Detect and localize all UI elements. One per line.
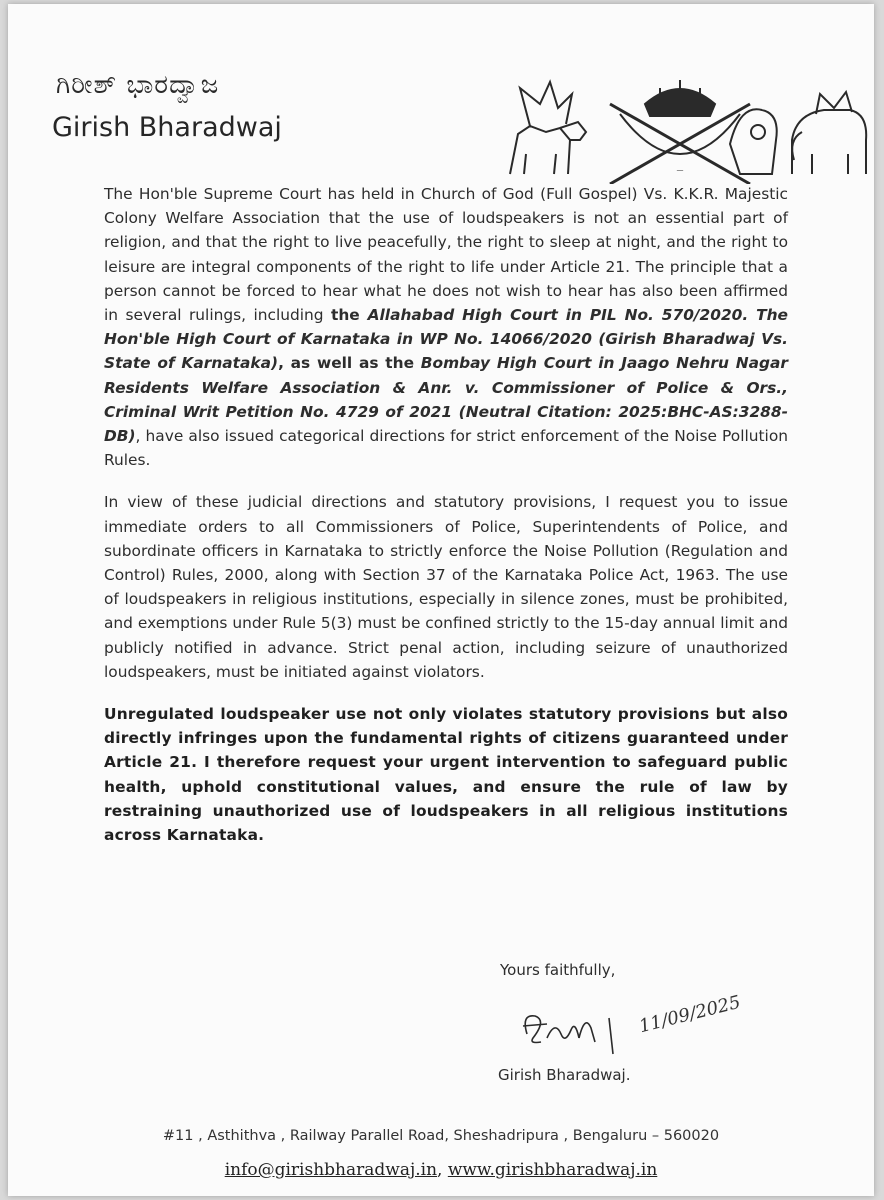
closing-salutation: Yours faithfully, — [500, 961, 616, 979]
footer-contact — [8, 1160, 874, 1180]
footer-website-link[interactable]: www.girishbharadwaj.in — [447, 1160, 658, 1180]
footer-address: #11 , Asthithva , Railway Parallel Road, Sheshadripura , Bengaluru – 560020 — [162, 1128, 720, 1144]
letter-page — [8, 4, 874, 1196]
footer-separator: , — [437, 1160, 448, 1180]
paragraph-1-end: , have also issued categorical directions for strict enforcement of the Noise Pollution Rules. — [104, 427, 788, 470]
letterhead-name: Girish Bharadwaj — [52, 112, 282, 143]
citation-bombay: Bombay High Court in Jaago Nehru Nagar Residents Welfare Association & Anr. v. Commissioner of Police & Ors., Criminal Writ Petition No. 4729 of 2021 (Neutral Citation: 2025:BHC-AS:3288-DB) — [104, 354, 788, 446]
paragraph-1-bold-1: the — [330, 306, 368, 325]
paragraph-1 — [104, 182, 788, 472]
citation-allahabad-karnataka: Allahabad High Court in PIL No. 570/2020. The Hon'ble High Court of Karnataka in WP No. 14066/2020 (Girish Bharadwaj Vs. State of Karnataka) — [104, 306, 788, 373]
emblem-icon — [500, 74, 870, 184]
svg-text:—: — — [676, 166, 684, 174]
signer-name: Girish Bharadwaj. — [498, 1066, 631, 1084]
paragraph-2: In view of these judicial directions and statutory provisions, I request you to issue immediate orders to all Commissioners of Police, Superintendents of Police, and subordinate officers in Karnataka to strictly enforce the Noise Pollution (Regulation and Control) Rules, 2000, along with Section 37 of the Karnataka Police Act, 1963. The use of loudspeakers in religious institutions, especially in silence zones, must be prohibited, and exemptions under Rule 5(3) must be confined strictly to the 15-day annual limit and publicly notified in advance. Strict penal action, including seizure of unauthorized loudspeakers, must be initiated against violators. — [104, 493, 788, 681]
letterhead-name-kannada: ಗಿರೀಶ್ ಭಾರದ್ವಾಜ — [56, 70, 220, 100]
paragraph-3: Unregulated loudspeaker use not only violates statutory provisions but also directly infringes upon the fundamental rights of citizens guaranteed under Article 21. I therefore request your urgent intervention to safeguard public health, uphold constitutional values, and ensure the rule of law by restraining unauthorized use of loudspeakers in all religious institutions across Karnataka. — [104, 705, 788, 845]
letter-body — [104, 182, 788, 865]
footer-email-link[interactable]: info@girishbharadwaj.in — [224, 1160, 438, 1180]
paragraph-1-bold-2: , as well as the — [278, 354, 421, 373]
paragraph-1-text: The Hon'ble Supreme Court has held in Church of God (Full Gospel) Vs. K.K.R. Majestic Colony Welfare Association that the use of loudspeakers is not an essential part of religion, and that the right to live peacefully, the right to sleep at night, and the right to leisure are integral components of the right to life under Article 21. The principle that a person cannot be forced to hear what he does not wish to hear has also been affirmed in several rulings, including — [104, 185, 788, 325]
signature-date: 11/09/2025 — [637, 991, 743, 1038]
